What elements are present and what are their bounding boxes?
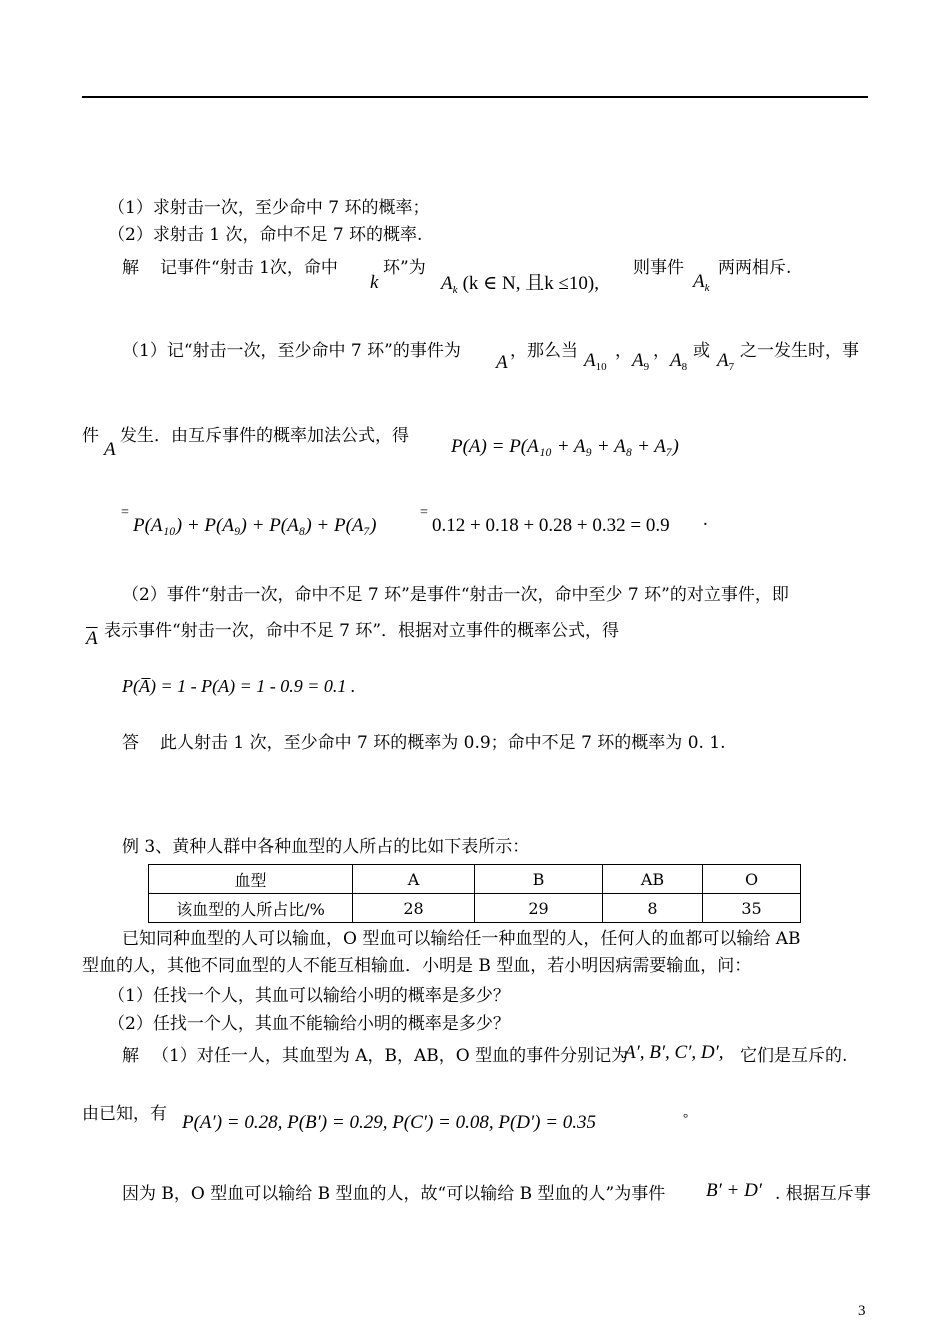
part1-line2-b: 发生．由互斥事件的概率加法公式，得 (120, 426, 409, 446)
table-cell: 29 (475, 894, 603, 923)
period: . (703, 509, 708, 530)
table-cell: B (475, 865, 603, 894)
example3-question-2: （2）任找一个人，其血不能输给小明的概率是多少？ (108, 1014, 510, 1034)
event-ak: $A_k$ (693, 271, 710, 295)
example3-paragraph-2: 型血的人，其他不同血型的人不能互相输血．小明是 B 型血，若小明因病需要输血，问： (82, 956, 752, 976)
event-a: A (104, 439, 116, 460)
example3-solution-label: 解 (122, 1046, 139, 1066)
part1-line2-a: 件 (82, 426, 99, 446)
solution-label: 解 (122, 258, 139, 278)
solution-intro-a: 记事件“射击 1次，命中 (160, 258, 338, 278)
table-row (149, 894, 801, 923)
part1-tail: 之一发生时，事 (740, 341, 859, 361)
example3-events: A′, B′, C′, D′, (624, 1042, 724, 1063)
formula-result: 0.12 + 0.18 + 0.28 + 0.32 = 0.9 (432, 515, 670, 536)
example3-last-event: B′ + D′ (706, 1180, 762, 1201)
comma: ， (615, 341, 632, 361)
example3-question-1: （1）任找一个人，其血可以输给小明的概率是多少？ (108, 986, 510, 1006)
answer-label: 答 (122, 733, 139, 753)
part2-line2: 表示事件“射击一次，命中不足 7 环”．根据对立事件的概率公式，得 (104, 621, 620, 641)
example3-last-b: . 根据互斥事 (775, 1184, 871, 1204)
table-cell: 血型 (149, 865, 353, 894)
event-a10: $A_{10}$ (584, 350, 607, 374)
equals-sign: = (420, 505, 428, 520)
or-word: 或 (693, 341, 710, 361)
solution-intro-d: 两两相斥. (718, 258, 792, 278)
example3-title: 例 3、黄种人群中各种血型的人所占的比如下表所示： (122, 837, 530, 857)
event-a9: $A_9$ (632, 350, 650, 374)
example3-solution-1: （1）对任一人，其血型为 A，B，AB，O 型血的事件分别记为 (152, 1046, 629, 1066)
formula-addition: P(A) = P(A₁₀ + A₉ + A₈ + A₇) (451, 436, 679, 457)
event-a7: $A_7$ (717, 350, 735, 374)
part1-mid: ，那么当 (510, 341, 578, 361)
event-a-complement: $\overline{A}$ (86, 628, 98, 649)
solution-intro-b: 环”为 (383, 258, 426, 278)
formula-sum: P(A₁₀) + P(A₉) + P(A₈) + P(A₇) (133, 515, 377, 536)
example3-solution-tail: 它们是互斥的. (740, 1046, 848, 1066)
table-cell: 28 (353, 894, 475, 923)
example3-known: 由已知，有 (82, 1104, 167, 1124)
event-a8: $A_8$ (670, 350, 688, 374)
comma: ， (653, 341, 670, 361)
blood-type-table (148, 864, 801, 923)
example3-paragraph-1: 已知同种血型的人可以输血，O 型血可以输给任一种血型的人，任何人的血都可以输给 AB (122, 929, 801, 949)
table-cell: 35 (703, 894, 801, 923)
page-number: 3 (858, 1303, 866, 1319)
header-rule (82, 96, 868, 98)
event-ak-definition: $A_k$ (k ∈ N, 且k ≤10), (441, 273, 599, 297)
solution-intro-c: 则事件 (633, 258, 684, 278)
variable-k: k (370, 272, 379, 293)
part2-line1: （2）事件“射击一次，命中不足 7 环”是事件“射击一次，命中至少 7 环”的对立事件，即 (122, 585, 789, 605)
question-1: （1）求射击一次，至少命中 7 环的概率； (108, 198, 430, 218)
table-header-row (149, 865, 801, 894)
example3-last-a: 因为 B，O 型血可以输给 B 型血的人，故“可以输给 B 型血的人”为事件 (122, 1184, 666, 1204)
part1-lead: （1）记“射击一次，至少命中 7 环”的事件为 (122, 341, 461, 361)
event-a: A (496, 352, 508, 373)
formula-complement: P(A̅) = 1 - P(A) = 1 - 0.9 = 0.1 . (122, 676, 356, 696)
equals-sign: = (121, 505, 129, 520)
table-cell: 8 (603, 894, 703, 923)
table-cell: A (353, 865, 475, 894)
question-2: （2）求射击 1 次，命中不足 7 环的概率. (108, 225, 423, 245)
table-cell: 该血型的人所占比/% (149, 894, 353, 923)
example3-formula: P(A′) = 0.28, P(B′) = 0.29, P(C′) = 0.08, P(D′) = 0.35 (182, 1112, 597, 1133)
answer-text: 此人射击 1 次，至少命中 7 环的概率为 0.9；命中不足 7 环的概率为 0. 1. (160, 733, 726, 753)
table-cell: AB (603, 865, 703, 894)
formula-end-mark: ° (683, 1110, 689, 1125)
table-cell: O (703, 865, 801, 894)
